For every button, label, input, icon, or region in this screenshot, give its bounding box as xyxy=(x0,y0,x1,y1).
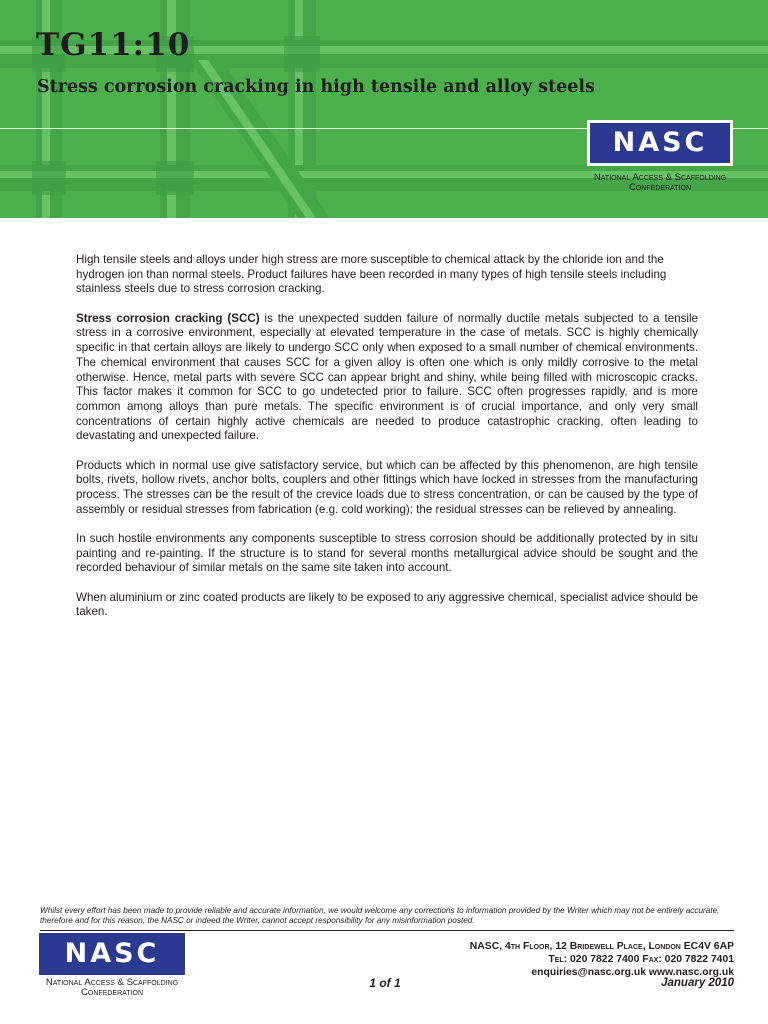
logo-caption-line1: National Access & Scaffolding xyxy=(593,172,727,183)
document-code: TG11:10 xyxy=(36,27,191,63)
document-title: Stress corrosion cracking in high tensile and alloy steels xyxy=(37,77,595,97)
nasc-logo-header xyxy=(587,120,733,166)
postal-address: NASC, 4th Floor, 12 Bridewell Place, London EC4V 6AP xyxy=(469,941,734,952)
nasc-logo-text: NASC xyxy=(590,123,730,163)
phone-fax: Tel: 020 7822 7400 Fax: 020 7822 7401 xyxy=(548,954,734,965)
header-banner xyxy=(0,0,768,218)
nasc-logo-footer: NASC xyxy=(39,933,185,975)
publication-date: January 2010 xyxy=(661,977,734,989)
scc-term: Stress corrosion cracking (SCC) xyxy=(76,311,260,325)
footer-logo-caption-line1: National Access & Scaffolding xyxy=(45,977,179,988)
document-body xyxy=(76,253,698,635)
disclaimer-text: Whilst every effort has been made to provide reliable and accurate information, we would welcome any corrections to information provided by the Writer which may not be entirely accurate, therefore and for this reason, the NASC or indeed the Writer, cannot accept responsibility for any misinformation posted. xyxy=(40,906,720,926)
paragraph-scc-definition xyxy=(76,312,698,444)
paragraph-intro: High tensile steels and alloys under high stress are more susceptible to chemical attack by the chloride ion and the hydrogen ion than normal steels. Product failures have been recorded in many types of high tensile steels including stainless steels due to stress corrosion cracking. xyxy=(76,253,667,296)
paragraph-affected-products: Products which in normal use give satisfactory service, but which can be affected by this phenomenon, are high tensile bolts, rivets, hollow rivets, anchor bolts, couplers and other fittings which have locked in stresses from the manufacturing process. The stresses can be the result of the crevice loads due to stress concentration, or can be caused by the type of assembly or residual stresses from fabrication (e.g. cold working); the residual stresses can be relieved by annealing. xyxy=(76,458,698,516)
paragraph-coated-products: When aluminium or zinc coated products are likely to be exposed to any aggressive chemical, specialist advice should be taken. xyxy=(76,590,698,619)
nasc-logo-caption-header xyxy=(580,173,740,193)
contact-block xyxy=(470,940,734,979)
footer-divider xyxy=(40,930,734,931)
paragraph-protection: In such hostile environments any components susceptible to stress corrosion should be additionally protected by in situ painting and re-painting. If the structure is to stand for several months metallurgical advice should be sought and the recorded behaviour of similar metals on the same site taken into account. xyxy=(76,532,698,575)
scc-definition-text: is the unexpected sudden failure of normally ductile metals subjected to a tensile stress in a corrosive environment, especially at elevated temperature in the case of metals. SCC is highly chemically specific in that certain alloys are likely to undergo SCC only when exposed to a small number of chemical environments. The chemical environment that causes SCC for a given alloy is often one which is only mildly corrosive to the metal otherwise. Hence, metal parts with severe SCC can appear bright and shiny, while being filled with microscopic cracks. This factor makes it common for SCC to go undetected prior to failure. SCC often progresses rapidly, and is more common among alloys than pure metals. The specific environment is of crucial importance, and only very small concentrations of certain highly active chemicals are needed to produce catastrophic cracking, often leading to devastating and unexpected failure. xyxy=(76,311,698,443)
logo-caption-line2: Confederation xyxy=(628,182,692,193)
page-number: 1 of 1 xyxy=(369,976,401,990)
footer-logo-caption-line2: Confederation xyxy=(80,987,144,998)
email-website[interactable]: enquiries@nasc.org.uk www.nasc.org.uk xyxy=(531,967,734,978)
nasc-logo-caption-footer xyxy=(32,978,192,998)
